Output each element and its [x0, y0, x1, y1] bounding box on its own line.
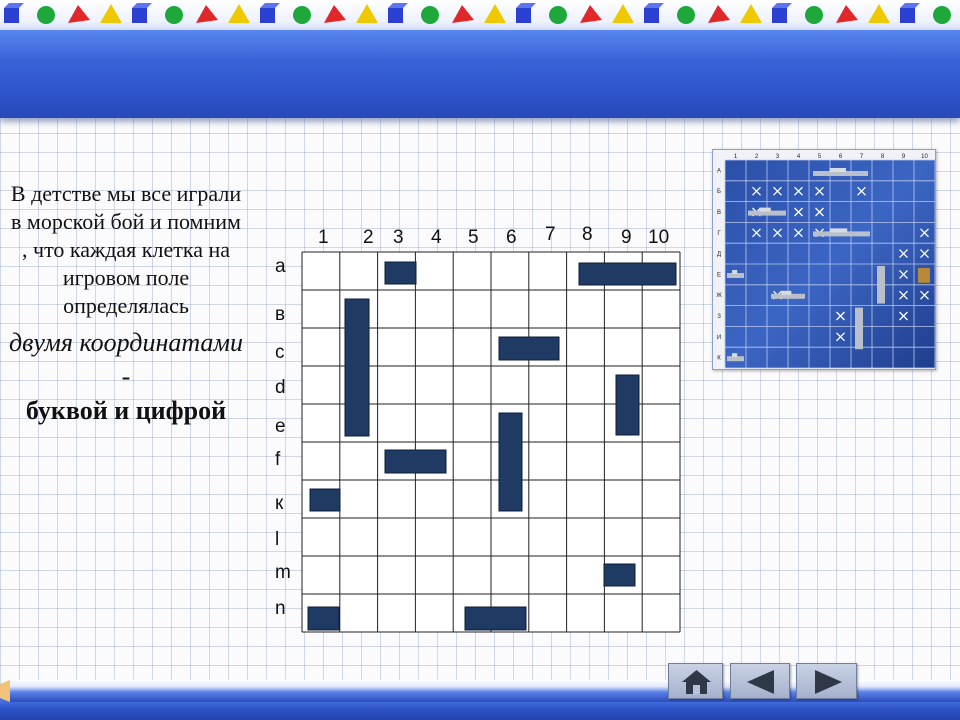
row-label: d — [275, 377, 286, 398]
column-label: 3 — [393, 227, 404, 248]
ship — [499, 413, 522, 511]
thumbnail-column-label: 8 — [880, 154, 885, 160]
thumbnail-column-label: 10 — [921, 154, 928, 160]
ship-icon — [855, 308, 863, 350]
hit-marker — [918, 268, 930, 283]
thumbnail-row-label: Г — [717, 230, 721, 237]
sea-battle-thumbnail-image — [713, 150, 935, 369]
column-label: 9 — [621, 227, 632, 248]
row-label: к — [275, 493, 284, 514]
thumbnail-column-label: 4 — [796, 154, 801, 160]
intro-text: В детстве мы все играли в морской бой и помним , что каждая клетка на игровом поле определялась — [10, 181, 242, 318]
ship — [579, 263, 676, 285]
back-button[interactable] — [730, 663, 790, 699]
ship — [308, 607, 339, 630]
thumbnail-column-label: 6 — [838, 154, 843, 160]
sea-battle-thumbnail — [712, 149, 936, 370]
row-label: l — [275, 529, 280, 550]
arrow-left-icon — [731, 664, 791, 700]
thumbnail-row-label: З — [717, 314, 721, 320]
ship — [499, 337, 559, 360]
row-label: e — [275, 416, 286, 437]
row-label: a — [275, 256, 286, 277]
thumbnail-row-label: Б — [717, 189, 721, 196]
row-label: c — [275, 342, 285, 363]
ship — [465, 607, 526, 630]
thumbnail-column-label: 7 — [859, 154, 864, 160]
ship — [385, 262, 416, 284]
column-label: 6 — [506, 227, 517, 248]
thumbnail-column-label: 5 — [817, 154, 822, 160]
column-label: 5 — [468, 227, 479, 248]
thumbnail-column-label: 3 — [775, 154, 780, 160]
row-label: f — [275, 449, 281, 470]
thumbnail-column-label: 9 — [901, 154, 906, 160]
ship — [604, 564, 635, 586]
column-label: 1 — [318, 227, 329, 248]
thumbnail-row-label: А — [716, 168, 722, 175]
thumbnail-row-label: В — [716, 210, 722, 216]
forward-button[interactable] — [796, 663, 857, 699]
column-label: 10 — [648, 227, 670, 248]
ship — [385, 450, 446, 473]
thumbnail-row-label: Д — [716, 251, 722, 258]
home-icon — [669, 664, 724, 700]
thumbnail-row-label: И — [716, 334, 722, 341]
row-label: m — [275, 562, 291, 583]
thumbnail-row-label: Ж — [716, 293, 722, 300]
intro-bold-text: буквой и цифрой — [25, 396, 227, 425]
row-label: в — [275, 304, 286, 325]
ship — [616, 375, 639, 435]
row-label: n — [275, 598, 286, 619]
thumbnail-column-label: 2 — [754, 154, 759, 160]
ship — [310, 489, 340, 511]
column-label: 8 — [582, 224, 593, 245]
column-label: 2 — [363, 227, 374, 248]
thumbnail-row-label: К — [717, 355, 721, 362]
home-button[interactable] — [668, 663, 723, 699]
thumbnail-row-label: Е — [716, 272, 722, 279]
column-label: 4 — [431, 227, 442, 248]
ship-icon — [877, 266, 885, 304]
ship — [345, 299, 369, 436]
arrow-right-icon — [797, 664, 858, 700]
thumbnail-column-label: 1 — [733, 154, 738, 160]
intro-italic-text: двумя координатами - — [8, 328, 244, 391]
column-label: 7 — [545, 224, 556, 245]
